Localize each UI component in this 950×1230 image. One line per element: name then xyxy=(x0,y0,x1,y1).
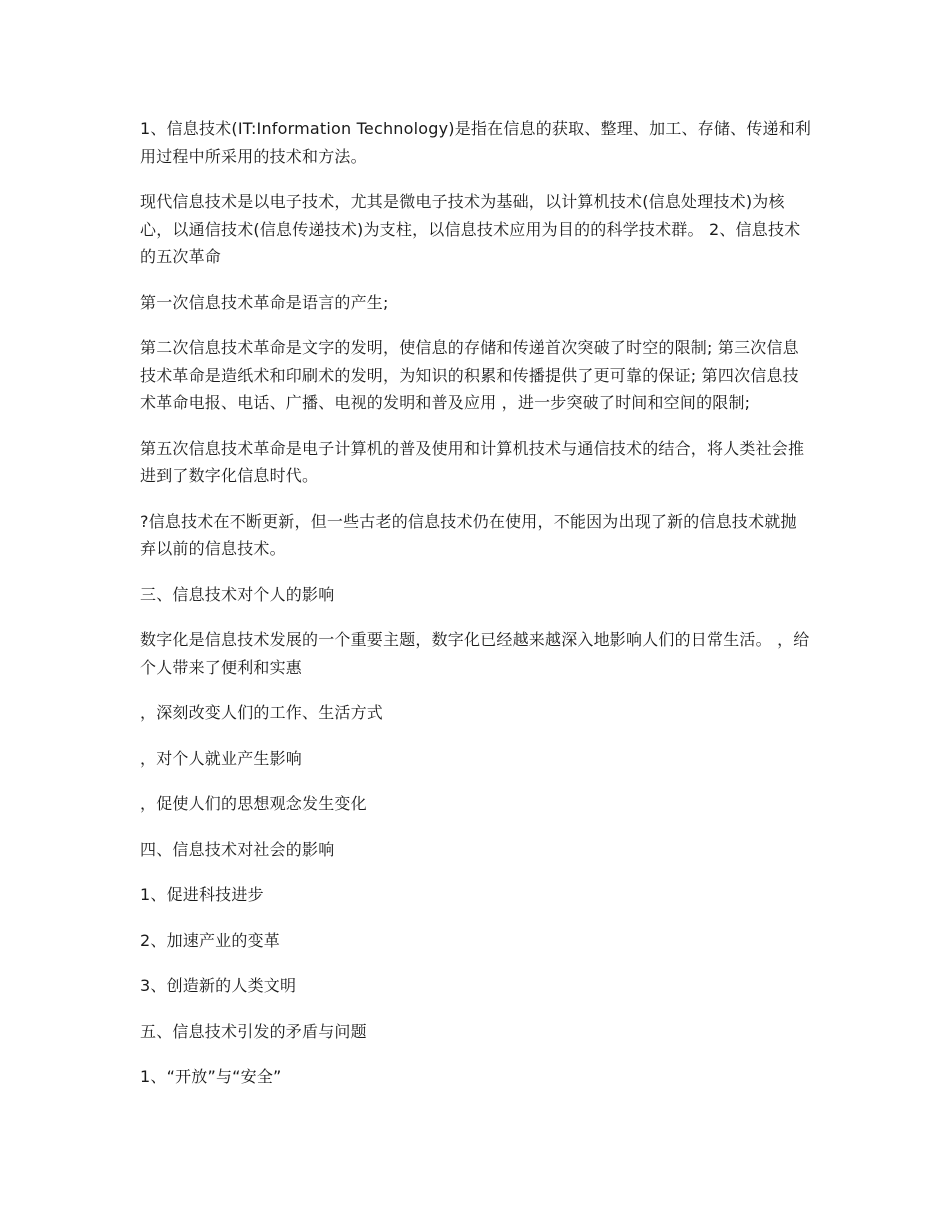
list-item-employment: ，对个人就业产生影响 xyxy=(140,748,303,768)
paragraph-first-revolution: 第一次信息技术革命是语言的产生; xyxy=(140,292,389,312)
list-item-science-progress: 1、促进科技进步 xyxy=(140,885,264,904)
heading-individual-impact: 三、信息技术对个人的影响 xyxy=(140,584,335,604)
paragraph-modern-it: 现代信息技术是以电子技术，尤其是微电子技术为基础，以计算机技术(信息处理技术)为核心，以通信技术(信息传递技术)为支柱，以信息技术应用为目的的科学技术群。 2、信息技术的五次革命 xyxy=(140,192,801,266)
paragraph-it-definition: 1、信息技术(IT:Information Technology)是指在信息的获取、整理、加工、存储、传递和利用过程中所采用的技术和方法。 xyxy=(140,119,812,166)
paragraph-digitization: 数字化是信息技术发展的一个重要主题，数字化已经越来越深入地影响人们的日常生活。 ，给个人带来了便利和实惠 xyxy=(140,630,810,677)
paragraph-second-to-fourth-revolution: 第二次信息技术革命是文字的发明，使信息的存储和传递首次突破了时空的限制; 第三次信息技术革命是造纸术和印刷术的发明，为知识的积累和传播提供了更可靠的保证; 第四次信息技术革命电报、电话、广播、电视的发明和普及应用 ，进一步突破了时间和空间的限制; xyxy=(140,338,799,412)
list-item-open-security: 1、“开放”与“安全” xyxy=(140,1067,282,1086)
paragraph-old-technology-note: ?信息技术在不断更新，但一些古老的信息技术仍在使用，不能因为出现了新的信息技术就抛弃以前的信息技术。 xyxy=(140,511,797,558)
paragraph-fifth-revolution: 第五次信息技术革命是电子计算机的普及使用和计算机技术与通信技术的结合，将人类社会推进到了数字化信息时代。 xyxy=(140,438,805,485)
list-item-new-civilization: 3、创造新的人类文明 xyxy=(140,976,297,995)
list-item-thinking: ，促使人们的思想观念发生变化 xyxy=(140,794,367,813)
heading-conflicts-problems: 五、信息技术引发的矛盾与问题 xyxy=(140,1021,367,1041)
list-item-industry-change: 2、加速产业的变革 xyxy=(140,930,280,950)
list-item-work-life: ，深刻改变人们的工作、生活方式 xyxy=(140,703,384,722)
heading-society-impact: 四、信息技术对社会的影响 xyxy=(140,839,335,859)
document-body xyxy=(140,115,812,1109)
